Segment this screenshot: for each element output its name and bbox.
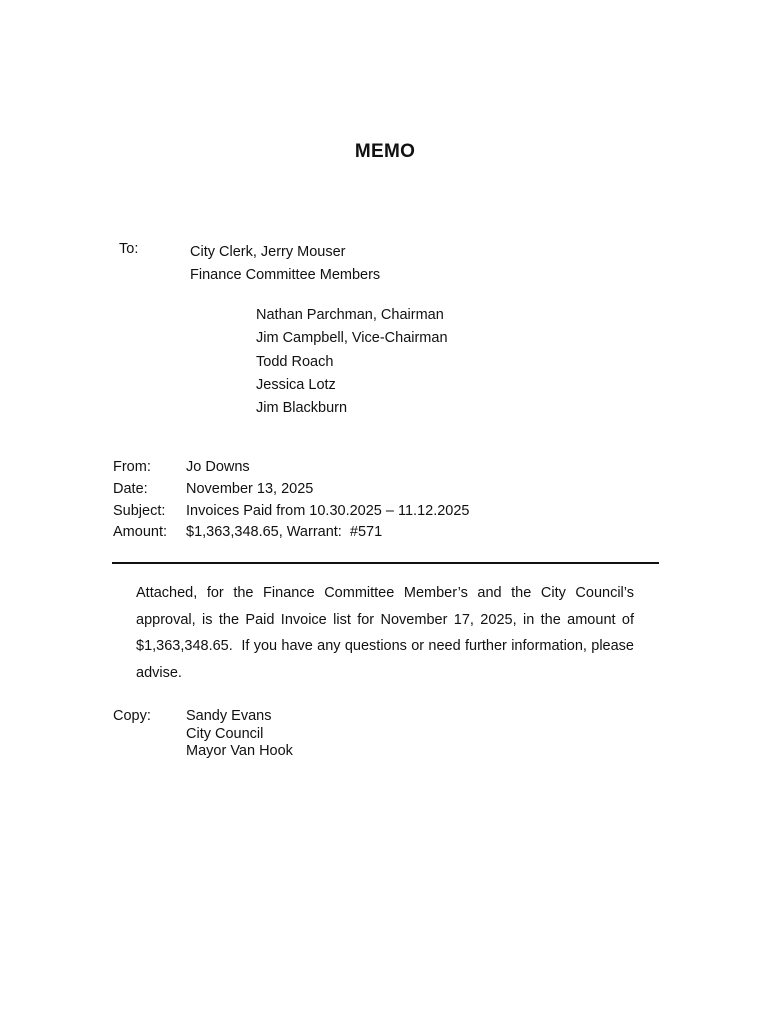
copy-line: Sandy Evans [186,708,272,724]
divider-line [112,562,659,564]
subject-row [113,501,470,523]
subject-value: Invoices Paid from 10.30.2025 – 11.12.2025 [186,502,470,519]
copy-recipients [186,708,293,761]
member-item: Jim Blackburn [256,400,348,417]
member-item: Nathan Parchman, Chairman [256,307,444,323]
from-row [113,457,470,479]
to-label: To: [119,241,139,257]
amount-value: $1,363,348.65, Warrant: #571 [186,524,383,541]
amount-row [113,522,470,544]
memo-header-fields [113,457,470,544]
to-recipients [190,241,380,287]
memo-body: Attached, for the Finance Committee Member’s and the City Council’s approval, is the Paid Invoice list for November 17, 2025, in the amount of $1,363,348.65. If you have any questions or need further information, please advise. [136,585,639,682]
member-item: Jessica Lotz [256,376,336,393]
copy-line: City Council [186,725,264,742]
member-item: Jim Campbell, Vice-Chairman [256,330,448,347]
date-row [113,479,470,501]
date-value: November 13, 2025 [186,480,314,497]
committee-members-list [256,304,448,420]
memo-title: MEMO [354,141,416,162]
to-line: City Clerk, Jerry Mouser [190,244,346,260]
amount-label: Amount: [113,524,167,541]
to-line: Finance Committee Members [190,267,381,283]
from-value: Jo Downs [186,459,250,475]
date-label: Date: [113,480,148,497]
copy-line: Mayor Van Hook [186,743,293,759]
member-item: Todd Roach [256,353,334,370]
subject-label: Subject: [113,502,166,519]
from-label: From: [113,459,151,475]
copy-label: Copy: [113,708,151,724]
